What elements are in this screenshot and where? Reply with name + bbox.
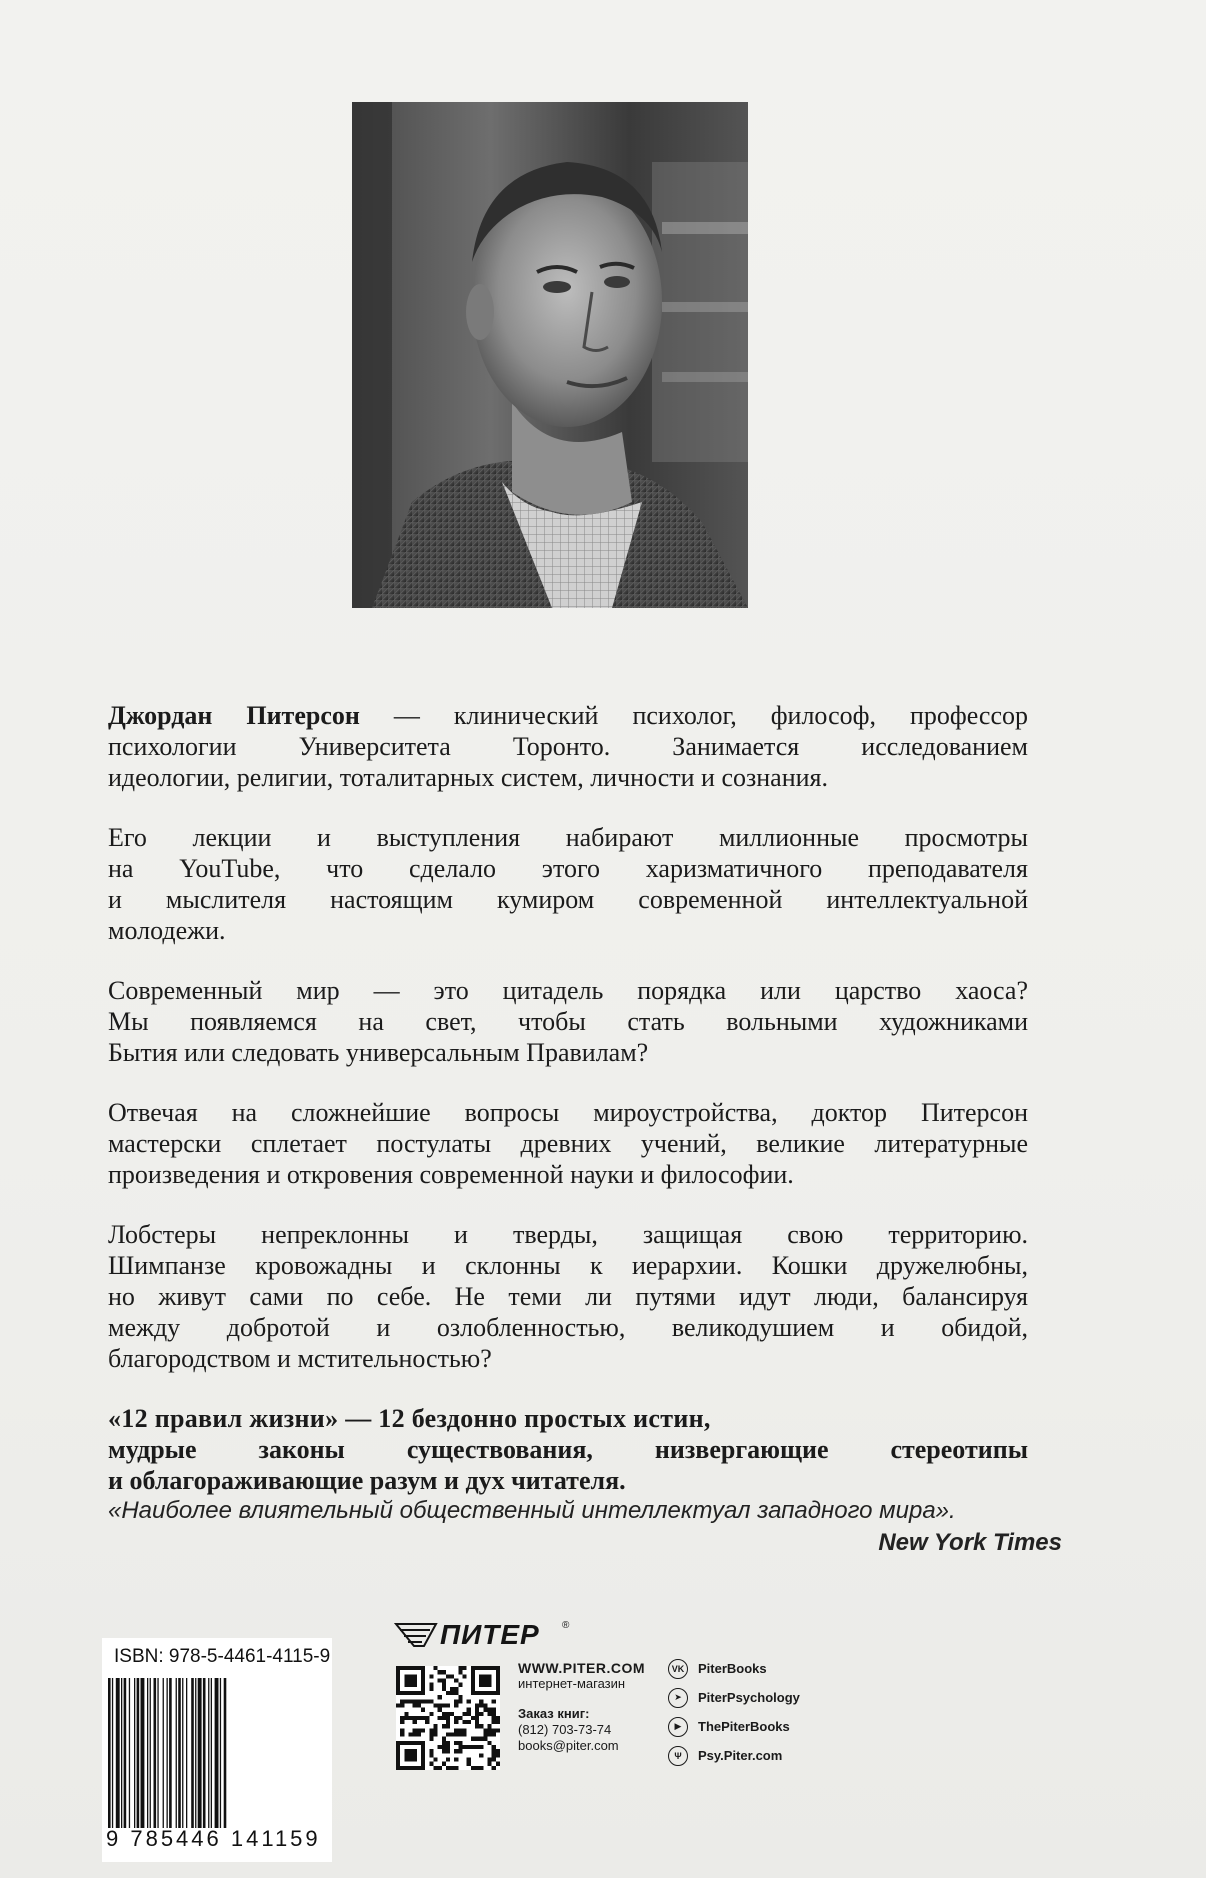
- social-youtube: ▶ ThePiterBooks: [668, 1712, 800, 1741]
- barcode-digits: 9 785446 141159: [106, 1826, 321, 1851]
- bio-line-2: психологии Университета Торонто. Занимается исследованием: [108, 732, 1028, 761]
- barcode-image: [106, 1678, 328, 1828]
- publisher-logo: ПИТЕР ®: [394, 1616, 574, 1656]
- author-name: Джордан Питерсон: [108, 701, 360, 730]
- paragraph-modern-world: Современный мир — это цитадель порядка или царство хаоса? Мы появляемся на свет, чтобы стать вольными художниками Бытия или следовать универсальным Правилам?: [108, 976, 1028, 1067]
- telegram-icon: ➤: [668, 1688, 688, 1708]
- barcode-block: [102, 1638, 332, 1862]
- order-email: books@piter.com: [518, 1738, 619, 1753]
- social-links: [668, 1654, 800, 1770]
- bio-line-3: идеологии, религии, тоталитарных систем, личности и сознания.: [108, 763, 829, 792]
- annotation-text: [108, 700, 1028, 1525]
- publisher-contacts: [518, 1660, 645, 1754]
- order-label: Заказ книг:: [518, 1706, 590, 1721]
- paragraph-lobsters: Лобстеры непреклонны и тверды, защищая свою территорию. Шимпанзе кровожадны и склонны к иерархии. Кошки дружелюбны, но живут сами по себе. Не теми ли путями идут люди, балансируя между добротой и озлобленностью, великодушием и обидой, благородством и мстительностью?: [108, 1220, 1028, 1373]
- portrait-image: [352, 102, 748, 608]
- order-phone: (812) 703-73-74: [518, 1722, 612, 1737]
- quote-text: «Наиболее влиятельный общественный интеллектуал западного мира».: [108, 1497, 956, 1524]
- publisher-shop-label: интернет-магазин: [518, 1676, 626, 1691]
- author-bio-paragraph: [108, 700, 1028, 793]
- publisher-logo-word: ПИТЕР: [440, 1619, 540, 1650]
- author-portrait: [352, 102, 748, 608]
- social-telegram: ➤ PiterPsychology: [668, 1683, 800, 1712]
- paragraph-answers: Отвечая на сложнейшие вопросы мироустройства, доктор Питерсон мастерски сплетает постулаты древних учений, великие литературные произведения и откровения современной науки и философии.: [108, 1098, 1028, 1189]
- summary-paragraph: «12 правил жизни» — 12 бездонно простых истин, мудрые законы существования, низвергающие стереотипы и облагораживающие разум и дух читателя.: [108, 1404, 1028, 1495]
- isbn-label: ISBN: 978-5-4461-4115-9: [114, 1646, 331, 1667]
- paragraph-lectures: Его лекции и выступления набирают миллионные просмотры на YouTube, что сделало этого харизматичного преподавателя и мыслителя настоящим кумиром современной интеллектуальной молодежи.: [108, 823, 1028, 945]
- quote-source: New York Times: [878, 1529, 1062, 1556]
- piter-logo-icon: [394, 1622, 438, 1648]
- publisher-website: WWW.PITER.COM: [518, 1660, 646, 1676]
- qr-code-image: [396, 1666, 500, 1770]
- youtube-icon: ▶: [668, 1717, 688, 1737]
- vk-icon: VK: [668, 1659, 688, 1679]
- social-psy: Ψ Psy.Piter.com: [668, 1741, 800, 1770]
- psy-icon: Ψ: [668, 1746, 688, 1766]
- bio-line-1: Джордан Питерсон — клинический психолог, философ, профессор: [108, 701, 1028, 730]
- press-quote: [108, 1495, 1062, 1559]
- social-vk: VK PiterBooks: [668, 1654, 800, 1683]
